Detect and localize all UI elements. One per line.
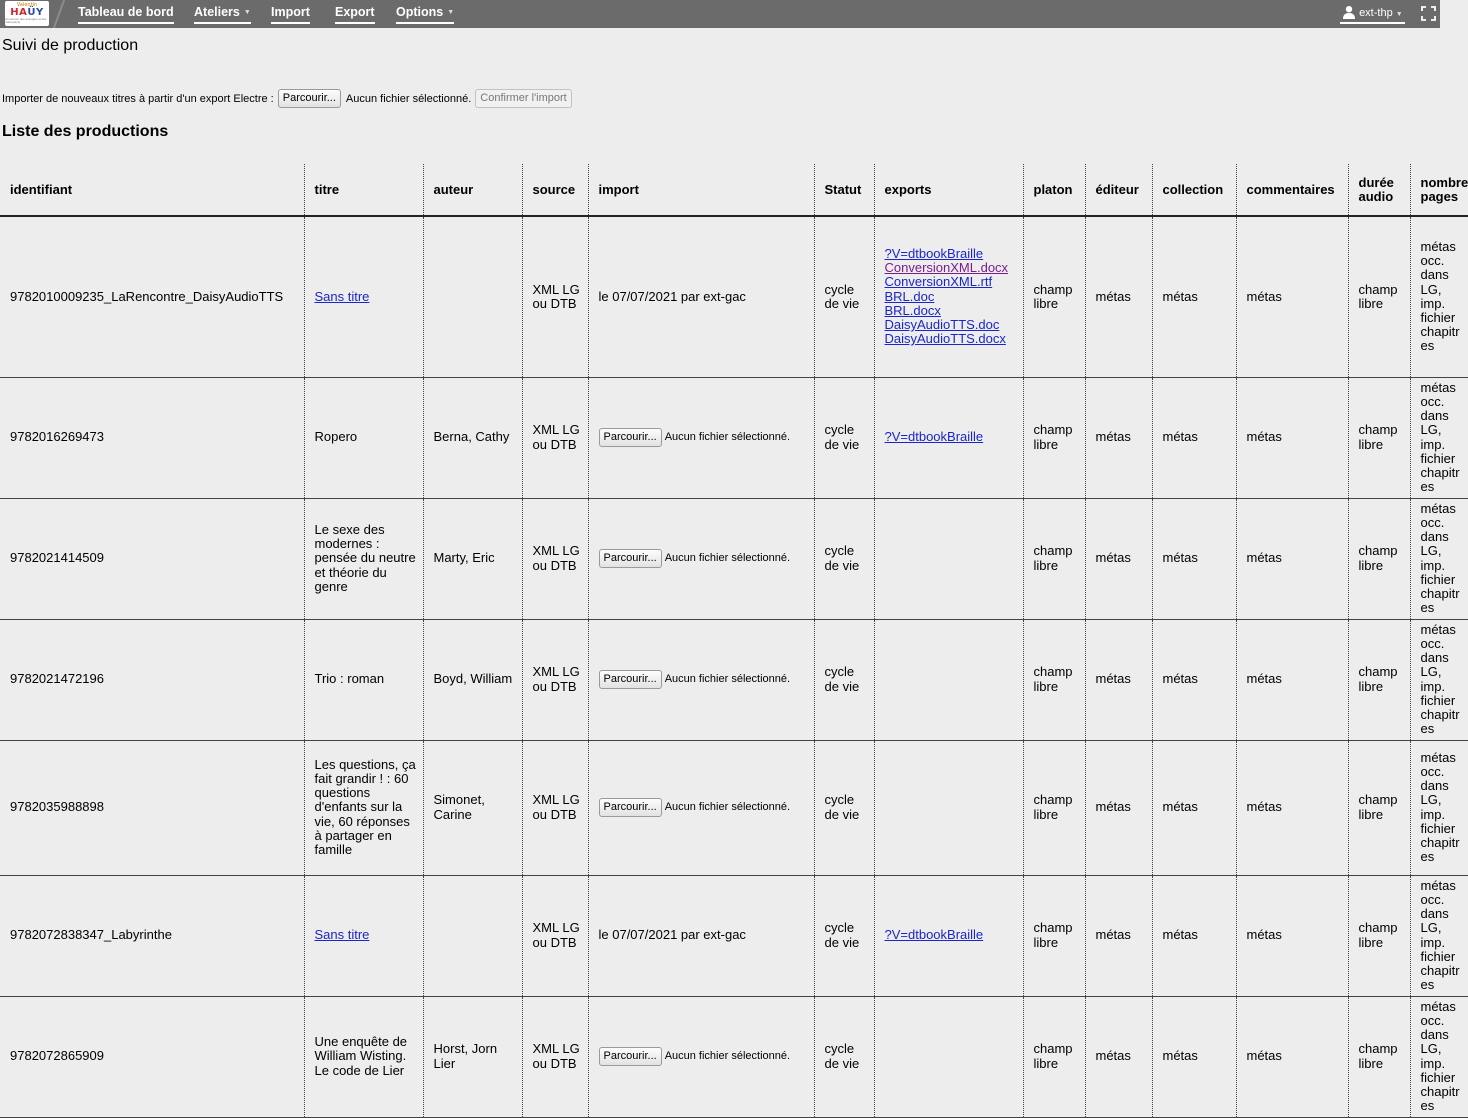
col-commentaires[interactable]: commentaires [1236, 164, 1348, 216]
cell-nombre-pages: métas occ. dans LG, imp. fichier chapitres [1410, 875, 1468, 996]
table-row [0, 216, 1468, 377]
cell-identifiant: 9782016269473 [0, 377, 304, 498]
export-link[interactable]: DaisyAudioTTS.doc [884, 317, 1000, 333]
col-identifiant[interactable]: identifiant [0, 164, 304, 216]
table-row [0, 875, 1468, 996]
cell-source: XML LG ou DTB [522, 875, 588, 996]
import-info-text: le 07/07/2021 par ext-gac [598, 927, 746, 943]
nav-item-label: Ateliers [194, 5, 240, 19]
nav-ateliers[interactable] [194, 5, 251, 24]
cell-editeur: métas [1085, 619, 1152, 740]
cell-exports [874, 498, 1023, 619]
user-menu[interactable] [1340, 5, 1405, 24]
cell-exports [874, 619, 1023, 740]
row-browse-file-button[interactable]: Parcourir... [599, 1047, 662, 1066]
cell-commentaires: métas [1236, 377, 1348, 498]
table-row [0, 740, 1468, 875]
col-titre[interactable]: titre [304, 164, 423, 216]
cell-collection: métas [1152, 875, 1236, 996]
nav-tableau-de-bord[interactable] [78, 5, 174, 24]
cell-editeur: métas [1085, 216, 1152, 377]
cell-statut: cycle de vie [814, 875, 874, 996]
nav-import[interactable] [271, 5, 310, 24]
cell-statut: cycle de vie [814, 619, 874, 740]
row-browse-file-button[interactable]: Parcourir... [599, 798, 662, 817]
title-text: Ropero [314, 429, 358, 445]
cell-platon: champ libre [1023, 498, 1085, 619]
import-info-text: le 07/07/2021 par ext-gac [598, 288, 746, 304]
cell-import [588, 377, 814, 498]
cell-exports [874, 740, 1023, 875]
cell-commentaires: métas [1236, 740, 1348, 875]
title-link[interactable]: Sans titre [314, 927, 370, 943]
browse-file-button[interactable]: Parcourir... [278, 89, 341, 108]
cell-source: XML LG ou DTB [522, 377, 588, 498]
cell-titre [304, 377, 423, 498]
title-text: Une enquête de William Wisting. Le code de Lier [314, 1034, 408, 1078]
cell-statut: cycle de vie [814, 996, 874, 1117]
user-icon [1342, 5, 1356, 19]
nav-divider [52, 0, 66, 28]
cell-statut: cycle de vie [814, 740, 874, 875]
chevron-down-icon: ▼ [243, 9, 251, 16]
cell-titre [304, 619, 423, 740]
title-link[interactable]: Sans titre [314, 288, 370, 304]
cell-nombre-pages: métas occ. dans LG, imp. fichier chapitres [1410, 740, 1468, 875]
cell-collection: métas [1152, 216, 1236, 377]
cell-titre [304, 498, 423, 619]
cell-duree-audio: champ libre [1348, 377, 1410, 498]
no-file-text: Aucun fichier sélectionné. [345, 92, 472, 105]
nav-item-label: Options [396, 5, 444, 19]
cell-duree-audio: champ libre [1348, 498, 1410, 619]
export-link[interactable]: ?V=dtbookBraille [884, 927, 984, 943]
cell-duree-audio: champ libre [1348, 216, 1410, 377]
cell-source: XML LG ou DTB [522, 996, 588, 1117]
cell-nombre-pages: métas occ. dans LG, imp. fichier chapitres [1410, 216, 1468, 377]
col-import[interactable]: import [588, 164, 814, 216]
col-duree-audio[interactable]: durée audio [1348, 164, 1410, 216]
table-row [0, 619, 1468, 740]
cell-auteur: Simonet, Carine [423, 740, 522, 875]
cell-import [588, 619, 814, 740]
row-browse-file-button[interactable]: Parcourir... [599, 670, 662, 689]
cell-titre [304, 740, 423, 875]
productions-list-title: Liste des productions [2, 123, 169, 140]
row-browse-file-button[interactable]: Parcourir... [599, 549, 662, 568]
nav-item-label: Export [335, 5, 375, 19]
cell-identifiant: 9782010009235_LaRencontre_DaisyAudioTTS [0, 216, 304, 377]
table-header-row [0, 164, 1468, 216]
cell-editeur: métas [1085, 377, 1152, 498]
cell-duree-audio: champ libre [1348, 996, 1410, 1117]
export-link[interactable]: ConversionXML.docx [884, 260, 1009, 276]
cell-statut: cycle de vie [814, 216, 874, 377]
import-label: Importer de nouveaux titres à partir d'un export Electre : [2, 92, 274, 105]
export-link[interactable]: BRL.doc [884, 288, 935, 304]
cell-collection: métas [1152, 740, 1236, 875]
table-row [0, 996, 1468, 1117]
nav-export[interactable] [335, 5, 375, 24]
export-link[interactable]: DaisyAudioTTS.docx [884, 331, 1006, 347]
cell-commentaires: métas [1236, 216, 1348, 377]
cell-titre [304, 996, 423, 1117]
cell-collection: métas [1152, 996, 1236, 1117]
cell-nombre-pages: métas occ. dans LG, imp. fichier chapitres [1410, 996, 1468, 1117]
export-link[interactable]: ConversionXML.rtf [884, 274, 993, 290]
col-source[interactable]: source [522, 164, 588, 216]
cell-exports [874, 875, 1023, 996]
cell-collection: métas [1152, 619, 1236, 740]
cell-identifiant: 9782035988898 [0, 740, 304, 875]
cell-import [588, 875, 814, 996]
cell-platon: champ libre [1023, 996, 1085, 1117]
cell-identifiant: 9782072838347_Labyrinthe [0, 875, 304, 996]
cell-auteur: Horst, Jorn Lier [423, 996, 522, 1117]
export-link[interactable]: ?V=dtbookBraille [884, 246, 984, 262]
electre-import-form [2, 89, 572, 108]
cell-platon: champ libre [1023, 740, 1085, 875]
col-editeur[interactable]: éditeur [1085, 164, 1152, 216]
cell-editeur: métas [1085, 875, 1152, 996]
user-name: ext-thp [1359, 7, 1393, 19]
cell-auteur [423, 875, 522, 996]
title-text: Trio : roman [314, 671, 385, 687]
cell-collection: métas [1152, 377, 1236, 498]
top-nav-bar [0, 0, 1440, 28]
cell-duree-audio: champ libre [1348, 875, 1410, 996]
cell-source: XML LG ou DTB [522, 216, 588, 377]
cell-identifiant: 9782021472196 [0, 619, 304, 740]
row-no-file-text: Aucun fichier sélectionné. [664, 431, 791, 443]
cell-source: XML LG ou DTB [522, 619, 588, 740]
cell-editeur: métas [1085, 498, 1152, 619]
cell-statut: cycle de vie [814, 377, 874, 498]
cell-collection: métas [1152, 498, 1236, 619]
cell-identifiant: 9782021414509 [0, 498, 304, 619]
cell-exports [874, 377, 1023, 498]
logo-tagline: Au service des aveugles et des malvoyants [5, 17, 47, 24]
cell-nombre-pages: métas occ. dans LG, imp. fichier chapitres [1410, 619, 1468, 740]
col-auteur[interactable]: auteur [423, 164, 522, 216]
cell-auteur: Marty, Eric [423, 498, 522, 619]
cell-titre [304, 216, 423, 377]
row-no-file-text: Aucun fichier sélectionné. [664, 673, 791, 685]
table-row [0, 377, 1468, 498]
cell-editeur: métas [1085, 740, 1152, 875]
table-body [0, 216, 1468, 1117]
chevron-down-icon: ▼ [1395, 11, 1403, 18]
cell-source: XML LG ou DTB [522, 498, 588, 619]
cell-platon: champ libre [1023, 216, 1085, 377]
col-platon[interactable]: platon [1023, 164, 1085, 216]
row-no-file-text: Aucun fichier sélectionné. [664, 1050, 791, 1062]
cell-auteur: Berna, Cathy [423, 377, 522, 498]
haüy-logo[interactable] [5, 1, 49, 26]
cell-exports [874, 216, 1023, 377]
col-exports[interactable]: exports [874, 164, 1023, 216]
cell-identifiant: 9782072865909 [0, 996, 304, 1117]
table-row [0, 498, 1468, 619]
productions-table [0, 164, 1468, 1118]
cell-statut: cycle de vie [814, 498, 874, 619]
cell-import [588, 498, 814, 619]
confirm-import-button[interactable]: Confirmer l'import [475, 89, 571, 108]
nav-item-label: Import [271, 5, 310, 19]
cell-auteur: Boyd, William [423, 619, 522, 740]
nav-item-label: Tableau de bord [78, 5, 174, 19]
cell-platon: champ libre [1023, 377, 1085, 498]
export-link[interactable]: BRL.docx [884, 302, 941, 318]
cell-commentaires: métas [1236, 619, 1348, 740]
row-no-file-text: Aucun fichier sélectionné. [664, 801, 791, 813]
cell-titre [304, 875, 423, 996]
cell-commentaires: métas [1236, 498, 1348, 619]
title-text: Le sexe des modernes : pensée du neutre et théorie du genre [314, 521, 416, 594]
cell-commentaires: métas [1236, 996, 1348, 1117]
chevron-down-icon: ▼ [447, 9, 455, 16]
cell-auteur [423, 216, 522, 377]
row-browse-file-button[interactable]: Parcourir... [599, 428, 662, 447]
logo-brand-b: ÜY [27, 7, 44, 18]
logo-brand-a: HA [10, 7, 28, 18]
cell-duree-audio: champ libre [1348, 619, 1410, 740]
cell-commentaires: métas [1236, 875, 1348, 996]
cell-exports [874, 996, 1023, 1117]
cell-nombre-pages: métas occ. dans LG, imp. fichier chapitres [1410, 498, 1468, 619]
cell-nombre-pages: métas occ. dans LG, imp. fichier chapitres [1410, 377, 1468, 498]
cell-source: XML LG ou DTB [522, 740, 588, 875]
logo-top-text: Valentin [16, 2, 38, 8]
col-nombre-pages[interactable]: nombre pages [1410, 164, 1468, 216]
nav-options[interactable] [396, 5, 454, 24]
export-link[interactable]: ?V=dtbookBraille [884, 429, 984, 445]
col-statut[interactable]: Statut [814, 164, 874, 216]
cell-platon: champ libre [1023, 875, 1085, 996]
cell-import [588, 216, 814, 377]
fullscreen-icon[interactable] [1421, 6, 1436, 21]
cell-import [588, 996, 814, 1117]
page-title: Suivi de production [2, 37, 139, 54]
cell-import [588, 740, 814, 875]
cell-editeur: métas [1085, 996, 1152, 1117]
title-text: Les questions, ça fait grandir ! : 60 questions d'enfants sur la vie, 60 réponses à partager en famille [314, 756, 416, 857]
col-collection[interactable]: collection [1152, 164, 1236, 216]
cell-duree-audio: champ libre [1348, 740, 1410, 875]
row-no-file-text: Aucun fichier sélectionné. [664, 552, 791, 564]
cell-platon: champ libre [1023, 619, 1085, 740]
